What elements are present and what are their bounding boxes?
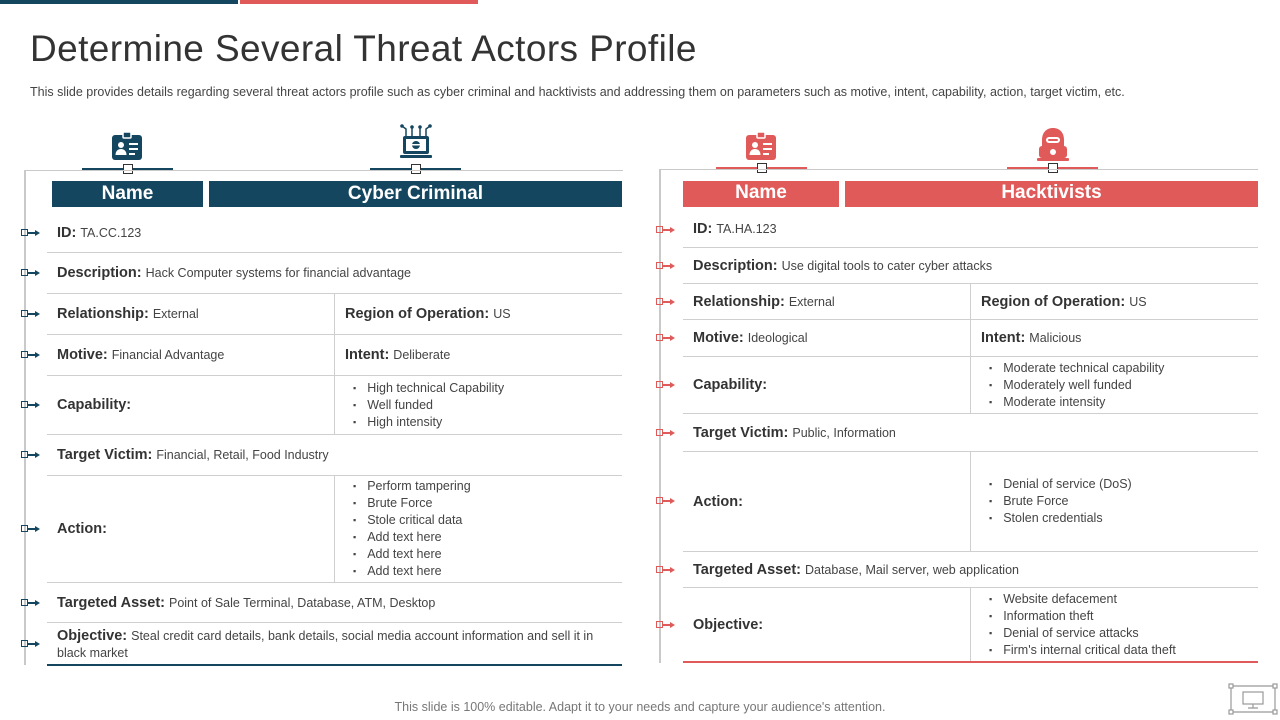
capability-cell <box>683 357 971 414</box>
list-item: ▪ Moderate intensity <box>989 394 1164 411</box>
targeted-asset-row <box>683 552 1258 588</box>
list-item: ▪ Moderately well funded <box>989 377 1164 394</box>
node-marker <box>1048 163 1058 173</box>
name-header: Name <box>683 181 839 207</box>
objective-list-cell <box>970 588 1258 662</box>
id-row <box>47 213 622 253</box>
id-row <box>683 211 1258 248</box>
list-item: ▪ Add text here <box>353 546 471 563</box>
target-victim-label: Target Victim: <box>57 447 153 463</box>
row-connector-arrow <box>21 639 41 647</box>
panel-bottom-line <box>47 664 622 666</box>
relationship-label: Relationship: <box>57 306 149 322</box>
region-label: Region of Operation: <box>345 306 490 322</box>
id-card-icon <box>111 130 143 162</box>
row-connector-arrow <box>21 524 41 532</box>
list-item: ▪ Denial of service (DoS) <box>989 476 1132 493</box>
row-connector-arrow <box>656 225 676 233</box>
description-row <box>683 248 1258 284</box>
action-label: Action: <box>57 521 107 537</box>
capability-list-cell <box>334 376 622 435</box>
capability-list <box>345 380 504 431</box>
action-list <box>981 476 1132 527</box>
row-connector-arrow <box>21 598 41 606</box>
top-accent-bar-navy <box>0 0 238 4</box>
relationship-label: Relationship: <box>693 293 785 310</box>
node-marker <box>411 164 421 174</box>
description-value: Hack Computer systems for financial advantage <box>145 266 411 280</box>
intent-value: Malicious <box>1029 331 1082 345</box>
motive-cell <box>683 320 971 357</box>
page-subtitle: This slide provides details regarding several threat actors profile such as cyber criminal and hacktivists and addressing them on parameters such as motive, intent, capability, action, target victim, etc. <box>30 85 1125 99</box>
description-label: Description: <box>57 265 142 281</box>
list-item: ▪ Add text here <box>353 563 471 580</box>
actor-header: Cyber Criminal <box>209 181 622 207</box>
panel-frame-top <box>660 169 1258 170</box>
row-connector-arrow <box>656 297 676 305</box>
list-item: ▪ Perform tampering <box>353 478 471 495</box>
target-victim-value: Public, Information <box>792 425 896 440</box>
node-marker <box>757 163 767 173</box>
timeline-line <box>24 170 26 665</box>
row-connector-arrow <box>21 268 41 276</box>
objective-value: Steal credit card details, bank details, social media account information and sell it in black market <box>57 629 594 660</box>
capability-list <box>981 360 1164 411</box>
row-connector-arrow <box>21 228 41 236</box>
capability-label: Capability: <box>693 377 768 393</box>
list-item: ▪ Add text here <box>353 529 471 546</box>
region-cell <box>970 284 1258 320</box>
top-accent-bar-red <box>240 0 478 4</box>
motive-label: Motive: <box>693 330 744 346</box>
page-title: Determine Several Threat Actors Profile <box>30 28 697 69</box>
row-connector-arrow <box>21 400 41 408</box>
target-victim-value: Financial, Retail, Food Industry <box>156 448 329 462</box>
intent-value: Deliberate <box>393 348 451 362</box>
name-header: Name <box>52 181 203 207</box>
row-connector-arrow <box>656 380 676 388</box>
node-marker <box>123 164 133 174</box>
targeted-asset-label: Targeted Asset: <box>693 561 801 578</box>
relationship-value: External <box>152 307 199 321</box>
intent-cell <box>334 335 622 376</box>
panel-bottom-line <box>683 661 1258 663</box>
relationship-value: External <box>788 294 835 309</box>
objective-label: Objective: <box>57 628 128 644</box>
action-cell <box>683 452 971 552</box>
row-connector-arrow <box>656 428 676 436</box>
region-label: Region of Operation: <box>981 293 1126 310</box>
intent-label: Intent: <box>345 347 390 363</box>
timeline-line <box>659 169 661 663</box>
list-item: ▪ Website defacement <box>989 591 1176 608</box>
motive-value: Ideological <box>747 331 808 345</box>
target-victim-row <box>47 435 622 476</box>
row-connector-arrow <box>656 565 676 573</box>
action-list <box>345 478 471 580</box>
target-victim-row <box>683 414 1258 452</box>
id-value: TA.CC.123 <box>80 225 142 240</box>
capability-list-cell <box>970 357 1258 414</box>
motive-value: Financial Advantage <box>111 348 225 362</box>
targeted-asset-row <box>47 583 622 623</box>
targeted-asset-value: Database, Mail server, web application <box>804 562 1019 577</box>
motive-cell <box>47 335 335 376</box>
list-item: ▪ Denial of service attacks <box>989 625 1176 642</box>
row-connector-arrow <box>656 496 676 504</box>
list-item: ▪ Brute Force <box>353 495 471 512</box>
action-cell <box>47 476 335 583</box>
list-item: ▪ Stole critical data <box>353 512 471 529</box>
intent-cell <box>970 320 1258 357</box>
target-victim-label: Target Victim: <box>693 424 789 441</box>
action-label: Action: <box>693 493 743 510</box>
relationship-cell <box>47 294 335 335</box>
row-connector-arrow <box>21 450 41 458</box>
description-label: Description: <box>693 257 778 274</box>
objective-cell <box>683 588 971 662</box>
hacker-laptop-icon <box>398 124 434 162</box>
description-value: Use digital tools to cater cyber attacks <box>781 258 993 273</box>
row-connector-arrow <box>21 350 41 358</box>
region-value: US <box>1129 294 1147 309</box>
id-card-icon <box>745 130 777 162</box>
list-item: ▪ High technical Capability <box>353 380 504 397</box>
action-list-cell <box>334 476 622 583</box>
motive-label: Motive: <box>57 347 108 363</box>
objective-label: Objective: <box>693 617 764 633</box>
list-item: ▪ Stolen credentials <box>989 510 1132 527</box>
capability-cell <box>47 376 335 435</box>
row-connector-arrow <box>656 261 676 269</box>
list-item: ▪ Well funded <box>353 397 504 414</box>
targeted-asset-label: Targeted Asset: <box>57 594 165 611</box>
region-cell <box>334 294 622 335</box>
hooded-hacker-icon <box>1036 126 1070 162</box>
action-list-cell <box>970 452 1258 552</box>
id-label: ID: <box>693 221 713 237</box>
list-item: ▪ High intensity <box>353 414 504 431</box>
region-value: US <box>493 307 511 321</box>
objective-row <box>47 623 622 665</box>
row-connector-arrow <box>21 309 41 317</box>
description-row <box>47 253 622 294</box>
actor-header: Hacktivists <box>845 181 1258 207</box>
id-label: ID: <box>57 224 77 241</box>
row-connector-arrow <box>656 333 676 341</box>
footer-note: This slide is 100% editable. Adapt it to your needs and capture your audience's attention. <box>394 700 886 714</box>
objective-list <box>981 591 1176 659</box>
list-item: ▪ Brute Force <box>989 493 1132 510</box>
intent-label: Intent: <box>981 330 1026 346</box>
list-item: ▪ Firm's internal critical data theft <box>989 642 1176 659</box>
capability-label: Capability: <box>57 397 132 413</box>
targeted-asset-value: Point of Sale Terminal, Database, ATM, Desktop <box>168 595 436 610</box>
panel-frame-top <box>25 170 623 171</box>
list-item: ▪ Moderate technical capability <box>989 360 1164 377</box>
relationship-cell <box>683 284 971 320</box>
id-value: TA.HA.123 <box>716 222 777 236</box>
list-item: ▪ Information theft <box>989 608 1176 625</box>
row-connector-arrow <box>656 620 676 628</box>
